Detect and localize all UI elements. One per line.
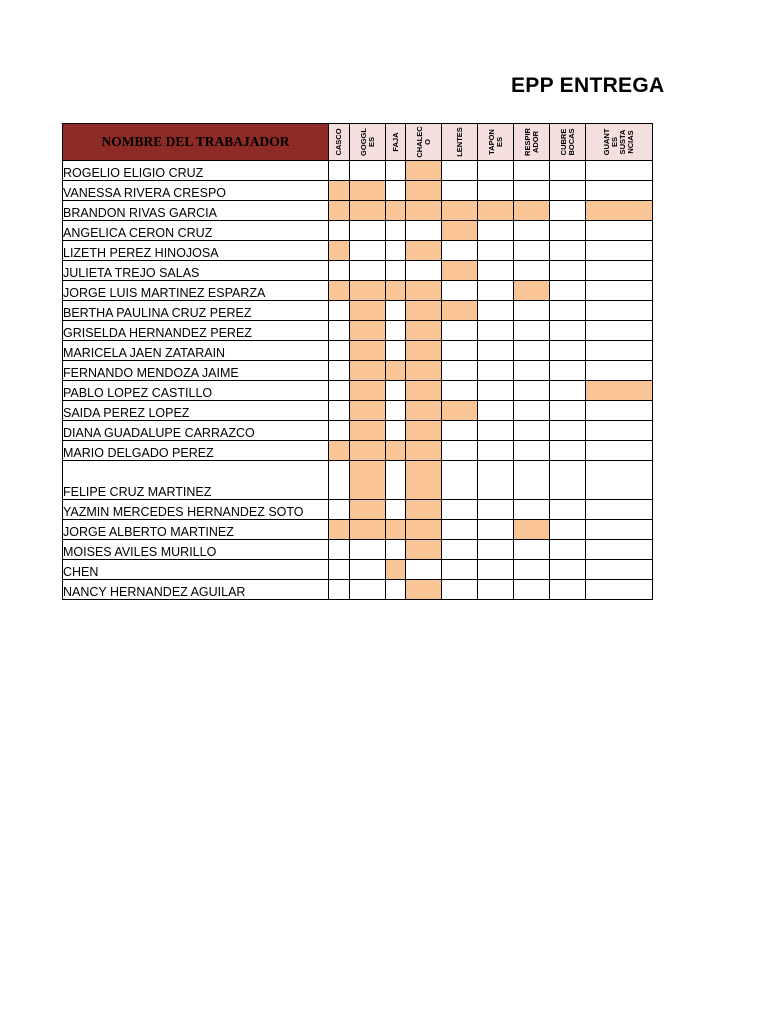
empty-cell[interactable] — [514, 580, 550, 600]
column-header — [442, 124, 478, 161]
column-header — [350, 124, 386, 161]
empty-cell[interactable] — [329, 341, 350, 361]
table-row — [63, 580, 653, 600]
empty-cell[interactable] — [550, 401, 586, 421]
empty-cell[interactable] — [478, 301, 514, 321]
delivered-cell[interactable] — [350, 421, 386, 441]
table-row — [63, 520, 653, 540]
column-header-label: TAPON ES — [486, 129, 504, 155]
delivered-cell[interactable] — [386, 441, 406, 461]
delivered-cell[interactable] — [329, 241, 350, 261]
empty-cell[interactable] — [586, 441, 653, 461]
empty-cell[interactable] — [350, 241, 386, 261]
table-row — [63, 441, 653, 461]
worker-name[interactable]: FELIPE CRUZ MARTINEZ — [63, 461, 329, 500]
empty-cell[interactable] — [442, 580, 478, 600]
empty-cell[interactable] — [386, 221, 406, 241]
empty-cell[interactable] — [442, 241, 478, 261]
header-row — [63, 124, 653, 161]
table-row — [63, 221, 653, 241]
column-header-label: GOGGL ES — [358, 128, 376, 156]
empty-cell[interactable] — [586, 560, 653, 580]
empty-cell[interactable] — [329, 461, 350, 500]
empty-cell[interactable] — [386, 161, 406, 181]
empty-cell[interactable] — [514, 441, 550, 461]
empty-cell[interactable] — [478, 181, 514, 201]
empty-cell[interactable] — [550, 461, 586, 500]
column-header-label: CUBRE BOCAS — [558, 128, 576, 156]
column-header-label: CHALEC O — [414, 126, 432, 158]
delivered-cell[interactable] — [406, 161, 442, 181]
column-header — [478, 124, 514, 161]
column-header — [386, 124, 406, 161]
empty-cell[interactable] — [350, 261, 386, 281]
empty-cell[interactable] — [478, 261, 514, 281]
empty-cell[interactable] — [442, 560, 478, 580]
empty-cell[interactable] — [386, 341, 406, 361]
empty-cell[interactable] — [386, 401, 406, 421]
empty-cell[interactable] — [514, 421, 550, 441]
empty-cell[interactable] — [329, 361, 350, 381]
table-row — [63, 421, 653, 441]
delivered-cell[interactable] — [386, 361, 406, 381]
delivered-cell[interactable] — [329, 201, 350, 221]
delivered-cell[interactable] — [514, 201, 550, 221]
delivered-cell[interactable] — [350, 361, 386, 381]
delivered-cell[interactable] — [514, 520, 550, 540]
empty-cell[interactable] — [550, 520, 586, 540]
delivered-cell[interactable] — [406, 421, 442, 441]
worker-name[interactable]: VANESSA RIVERA CRESPO — [63, 181, 329, 201]
empty-cell[interactable] — [478, 241, 514, 261]
column-header-label: LENTES — [454, 127, 464, 157]
empty-cell[interactable] — [478, 540, 514, 560]
empty-cell[interactable] — [329, 560, 350, 580]
empty-cell[interactable] — [514, 341, 550, 361]
empty-cell[interactable] — [478, 560, 514, 580]
delivered-cell[interactable] — [350, 500, 386, 520]
delivered-cell[interactable] — [329, 441, 350, 461]
worker-name[interactable]: JULIETA TREJO SALAS — [63, 261, 329, 281]
empty-cell[interactable] — [586, 361, 653, 381]
delivered-cell[interactable] — [406, 580, 442, 600]
delivered-cell[interactable] — [478, 201, 514, 221]
epp-table — [62, 123, 653, 600]
worker-name[interactable]: NANCY HERNANDEZ AGUILAR — [63, 580, 329, 600]
delivered-cell[interactable] — [350, 520, 386, 540]
delivered-cell[interactable] — [350, 401, 386, 421]
empty-cell[interactable] — [550, 301, 586, 321]
table-body — [63, 161, 653, 600]
delivered-cell[interactable] — [350, 461, 386, 500]
empty-cell[interactable] — [386, 461, 406, 500]
empty-cell[interactable] — [514, 560, 550, 580]
empty-cell[interactable] — [386, 421, 406, 441]
empty-cell[interactable] — [329, 221, 350, 241]
empty-cell[interactable] — [550, 241, 586, 261]
empty-cell[interactable] — [478, 580, 514, 600]
empty-cell[interactable] — [386, 241, 406, 261]
delivered-cell[interactable] — [442, 261, 478, 281]
empty-cell[interactable] — [329, 381, 350, 401]
column-header — [329, 124, 350, 161]
empty-cell[interactable] — [442, 321, 478, 341]
delivered-cell[interactable] — [406, 441, 442, 461]
empty-cell[interactable] — [586, 321, 653, 341]
empty-cell[interactable] — [550, 361, 586, 381]
table-row — [63, 461, 653, 500]
table-row — [63, 281, 653, 301]
empty-cell[interactable] — [386, 261, 406, 281]
empty-cell[interactable] — [329, 421, 350, 441]
empty-cell[interactable] — [478, 500, 514, 520]
empty-cell[interactable] — [442, 361, 478, 381]
empty-cell[interactable] — [550, 421, 586, 441]
worker-name[interactable]: MOISES AVILES MURILLO — [63, 540, 329, 560]
page-title: EPP ENTREGA — [511, 74, 665, 97]
empty-cell[interactable] — [586, 261, 653, 281]
table-row — [63, 500, 653, 520]
delivered-cell[interactable] — [406, 520, 442, 540]
table-row — [63, 201, 653, 221]
delivered-cell[interactable] — [406, 301, 442, 321]
delivered-cell[interactable] — [350, 281, 386, 301]
table-row — [63, 381, 653, 401]
delivered-cell[interactable] — [406, 321, 442, 341]
worker-name[interactable]: MARIO DELGADO PEREZ — [63, 441, 329, 461]
delivered-cell[interactable] — [406, 281, 442, 301]
empty-cell[interactable] — [550, 540, 586, 560]
worker-name[interactable]: DIANA GUADALUPE CARRAZCO — [63, 421, 329, 441]
empty-cell[interactable] — [514, 301, 550, 321]
empty-cell[interactable] — [550, 181, 586, 201]
delivered-cell[interactable] — [406, 500, 442, 520]
empty-cell[interactable] — [550, 580, 586, 600]
empty-cell[interactable] — [586, 301, 653, 321]
empty-cell[interactable] — [350, 580, 386, 600]
table-row — [63, 321, 653, 341]
empty-cell[interactable] — [586, 461, 653, 500]
delivered-cell[interactable] — [329, 520, 350, 540]
delivered-cell[interactable] — [586, 201, 653, 221]
empty-cell[interactable] — [514, 241, 550, 261]
table-row — [63, 560, 653, 580]
empty-cell[interactable] — [586, 181, 653, 201]
empty-cell[interactable] — [550, 221, 586, 241]
empty-cell[interactable] — [550, 161, 586, 181]
worker-name[interactable]: BRANDON RIVAS GARCIA — [63, 201, 329, 221]
empty-cell[interactable] — [442, 461, 478, 500]
empty-cell[interactable] — [442, 181, 478, 201]
worker-name[interactable]: CHEN — [63, 560, 329, 580]
delivered-cell[interactable] — [350, 181, 386, 201]
table-row — [63, 241, 653, 261]
empty-cell[interactable] — [386, 580, 406, 600]
empty-cell[interactable] — [386, 540, 406, 560]
delivered-cell[interactable] — [350, 441, 386, 461]
worker-name[interactable]: LIZETH PEREZ HINOJOSA — [63, 241, 329, 261]
empty-cell[interactable] — [550, 441, 586, 461]
table-row — [63, 181, 653, 201]
empty-cell[interactable] — [586, 540, 653, 560]
empty-cell[interactable] — [329, 500, 350, 520]
table-row — [63, 261, 653, 281]
empty-cell[interactable] — [442, 520, 478, 540]
empty-cell[interactable] — [514, 401, 550, 421]
column-header-label: RESPIR ADOR — [522, 128, 540, 156]
delivered-cell[interactable] — [406, 341, 442, 361]
empty-cell[interactable] — [386, 181, 406, 201]
empty-cell[interactable] — [350, 560, 386, 580]
delivered-cell[interactable] — [442, 301, 478, 321]
empty-cell[interactable] — [586, 580, 653, 600]
empty-cell[interactable] — [329, 580, 350, 600]
column-header — [406, 124, 442, 161]
empty-cell[interactable] — [442, 381, 478, 401]
empty-cell[interactable] — [406, 221, 442, 241]
delivered-cell[interactable] — [406, 241, 442, 261]
empty-cell[interactable] — [550, 281, 586, 301]
empty-cell[interactable] — [442, 421, 478, 441]
empty-cell[interactable] — [386, 500, 406, 520]
empty-cell[interactable] — [550, 560, 586, 580]
worker-name[interactable]: ROGELIO ELIGIO CRUZ — [63, 161, 329, 181]
empty-cell[interactable] — [478, 461, 514, 500]
empty-cell[interactable] — [514, 461, 550, 500]
empty-cell[interactable] — [478, 401, 514, 421]
delivered-cell[interactable] — [386, 201, 406, 221]
delivered-cell[interactable] — [386, 560, 406, 580]
table-row — [63, 401, 653, 421]
empty-cell[interactable] — [514, 181, 550, 201]
empty-cell[interactable] — [329, 161, 350, 181]
empty-cell[interactable] — [442, 540, 478, 560]
empty-cell[interactable] — [586, 520, 653, 540]
delivered-cell[interactable] — [406, 461, 442, 500]
worker-name[interactable]: JORGE ALBERTO MARTINEZ — [63, 520, 329, 540]
empty-cell[interactable] — [350, 221, 386, 241]
delivered-cell[interactable] — [442, 401, 478, 421]
delivered-cell[interactable] — [350, 321, 386, 341]
empty-cell[interactable] — [550, 201, 586, 221]
table-row — [63, 540, 653, 560]
worker-name[interactable]: PABLO LOPEZ CASTILLO — [63, 381, 329, 401]
delivered-cell[interactable] — [406, 181, 442, 201]
empty-cell[interactable] — [350, 540, 386, 560]
delivered-cell[interactable] — [350, 381, 386, 401]
worker-name[interactable]: MARICELA JAEN ZATARAIN — [63, 341, 329, 361]
empty-cell[interactable] — [478, 361, 514, 381]
empty-cell[interactable] — [478, 520, 514, 540]
column-header — [550, 124, 586, 161]
empty-cell[interactable] — [550, 500, 586, 520]
empty-cell[interactable] — [386, 321, 406, 341]
empty-cell[interactable] — [586, 161, 653, 181]
empty-cell[interactable] — [550, 381, 586, 401]
empty-cell[interactable] — [550, 341, 586, 361]
delivered-cell[interactable] — [406, 201, 442, 221]
empty-cell[interactable] — [442, 500, 478, 520]
empty-cell[interactable] — [442, 161, 478, 181]
empty-cell[interactable] — [514, 161, 550, 181]
empty-cell[interactable] — [386, 301, 406, 321]
empty-cell[interactable] — [478, 441, 514, 461]
column-header-label: CASCO — [334, 128, 343, 156]
empty-cell[interactable] — [514, 381, 550, 401]
delivered-cell[interactable] — [406, 381, 442, 401]
empty-cell[interactable] — [586, 221, 653, 241]
delivered-cell[interactable] — [329, 281, 350, 301]
empty-cell[interactable] — [478, 281, 514, 301]
delivered-cell[interactable] — [329, 181, 350, 201]
table-row — [63, 361, 653, 381]
empty-cell[interactable] — [586, 281, 653, 301]
delivered-cell[interactable] — [586, 381, 653, 401]
delivered-cell[interactable] — [386, 281, 406, 301]
delivered-cell[interactable] — [350, 301, 386, 321]
empty-cell[interactable] — [386, 381, 406, 401]
empty-cell[interactable] — [550, 261, 586, 281]
empty-cell[interactable] — [478, 341, 514, 361]
column-header — [586, 124, 653, 161]
empty-cell[interactable] — [329, 321, 350, 341]
worker-name[interactable]: BERTHA PAULINA CRUZ PEREZ — [63, 301, 329, 321]
empty-cell[interactable] — [478, 161, 514, 181]
empty-cell[interactable] — [406, 261, 442, 281]
worker-name[interactable]: GRISELDA HERNANDEZ PEREZ — [63, 321, 329, 341]
worker-name[interactable]: FERNANDO MENDOZA JAIME — [63, 361, 329, 381]
delivered-cell[interactable] — [350, 201, 386, 221]
empty-cell[interactable] — [514, 261, 550, 281]
empty-cell[interactable] — [442, 441, 478, 461]
empty-cell[interactable] — [442, 341, 478, 361]
empty-cell[interactable] — [442, 281, 478, 301]
worker-name[interactable]: JORGE LUIS MARTINEZ ESPARZA — [63, 281, 329, 301]
worker-name[interactable]: YAZMIN MERCEDES HERNANDEZ SOTO — [63, 500, 329, 520]
empty-cell[interactable] — [406, 560, 442, 580]
empty-cell[interactable] — [329, 301, 350, 321]
empty-cell[interactable] — [514, 540, 550, 560]
empty-cell[interactable] — [514, 221, 550, 241]
empty-cell[interactable] — [350, 161, 386, 181]
column-header-label: GUANT ES SUSTA NCIAS — [602, 128, 635, 156]
empty-cell[interactable] — [514, 361, 550, 381]
empty-cell[interactable] — [329, 540, 350, 560]
empty-cell[interactable] — [586, 401, 653, 421]
empty-cell[interactable] — [329, 261, 350, 281]
empty-cell[interactable] — [586, 341, 653, 361]
empty-cell[interactable] — [586, 421, 653, 441]
empty-cell[interactable] — [478, 321, 514, 341]
empty-cell[interactable] — [329, 401, 350, 421]
empty-cell[interactable] — [478, 421, 514, 441]
delivered-cell[interactable] — [406, 361, 442, 381]
table-row — [63, 341, 653, 361]
empty-cell[interactable] — [550, 321, 586, 341]
worker-name[interactable]: SAIDA PEREZ LOPEZ — [63, 401, 329, 421]
delivered-cell[interactable] — [406, 540, 442, 560]
empty-cell[interactable] — [478, 381, 514, 401]
empty-cell[interactable] — [586, 241, 653, 261]
delivered-cell[interactable] — [406, 401, 442, 421]
empty-cell[interactable] — [514, 321, 550, 341]
name-column-header: NOMBRE DEL TRABAJADOR — [63, 124, 329, 161]
delivered-cell[interactable] — [514, 281, 550, 301]
empty-cell[interactable] — [586, 500, 653, 520]
empty-cell[interactable] — [514, 500, 550, 520]
delivered-cell[interactable] — [350, 341, 386, 361]
table-row — [63, 161, 653, 181]
worker-name[interactable]: ANGELICA CERON CRUZ — [63, 221, 329, 241]
delivered-cell[interactable] — [442, 221, 478, 241]
empty-cell[interactable] — [478, 221, 514, 241]
column-header-label: FAJA — [390, 132, 400, 152]
delivered-cell[interactable] — [442, 201, 478, 221]
column-header — [514, 124, 550, 161]
table-row — [63, 301, 653, 321]
delivered-cell[interactable] — [386, 520, 406, 540]
